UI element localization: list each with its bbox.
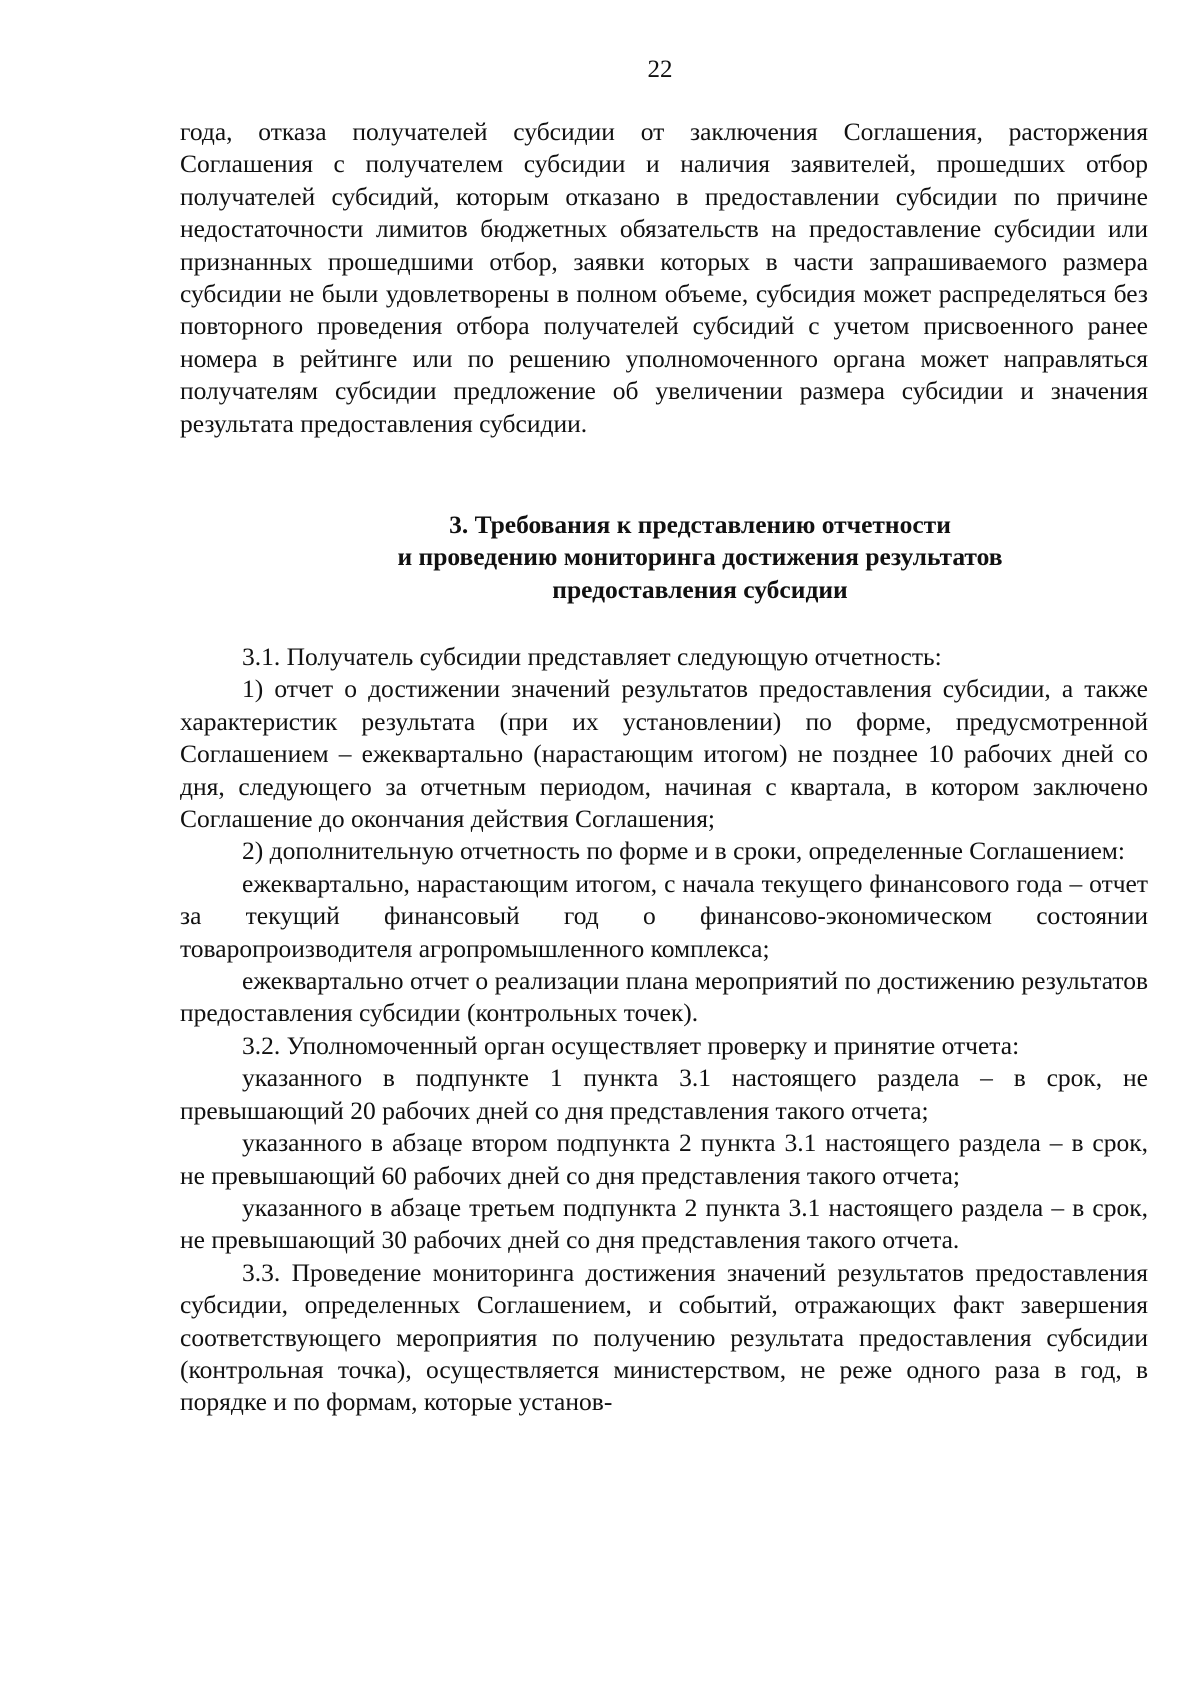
paragraph-3-2-c: указанного в абзаце третьем подпункта 2 пункта 3.1 настоящего раздела – в срок, не превышающий 30 рабочих дней со дня представления такого отчета. (180, 1192, 1148, 1255)
paragraph-3-1-item-2: 2) дополнительную отчетность по форме и в сроки, определенные Соглашением: (242, 836, 1126, 866)
section-heading (180, 509, 1200, 606)
paragraph-3-3: 3.3. Проведение мониторинга достижения значений результатов предоставления субсидии, определенных Соглашением, и событий, отражающих факт завершения соответствующего мероприятия по получению результата предоставления субсидии (контрольная точка), осуществляется министерством, не реже одного раза в год, в порядке и по формам, которые установ- (180, 1257, 1148, 1417)
page-number: 22 (647, 56, 673, 83)
paragraph-3-2-b: указанного в абзаце втором подпункта 2 пункта 3.1 настоящего раздела – в срок, не превышающий 60 рабочих дней со дня представления такого отчета; (180, 1128, 1148, 1190)
section-heading-line-3: предоставления субсидии (552, 574, 848, 604)
paragraph-3-2: 3.2. Уполномоченный орган осуществляет проверку и принятие отчета: (242, 1030, 1020, 1060)
paragraph-3-1-item-1: 1) отчет о достижении значений результатов предоставления субсидии, а также характеристик результата (при их установлении) по форме, предусмотренной Соглашением – ежеквартально (нарастающим итогом) не позднее 10 рабочих дней со дня, следующего за отчетным периодом, начиная с квартала, в котором заключено Соглашение до окончания действия Соглашения; (180, 674, 1148, 834)
intro-paragraph: года, отказа получателей субсидии от заключения Соглашения, расторжения Соглашения с получателем субсидии и наличия заявителей, прошедших отбор получателей субсидий, которым отказано в предоставлении субсидии по причине недостаточности лимитов бюджетных обязательств на предоставление субсидии или признанных прошедшими отбор, заявки которых в части запрашиваемого размера субсидии не были удовлетворены в полном объеме, субсидия может распределяться без повторного проведения отбора получателей субсидий с учетом присвоенного ранее номера в рейтинге или по решению уполномоченного органа может направляться получателям субсидии предложение об увеличении размера субсидии и значения результата предоставления субсидии. (180, 117, 1148, 438)
section-heading-line-1: 3. Требования к представлению отчетности (449, 510, 951, 539)
section-body (180, 641, 1148, 1419)
paragraph-3-2-a: указанного в подпункте 1 пункта 3.1 настоящего раздела – в срок, не превышающий 20 рабочих дней со дня представления такого отчета; (180, 1063, 1148, 1125)
paragraph-3-1-item-2-b: ежеквартально отчет о реализации плана мероприятий по достижению результатов предоставления субсидии (контрольных точек). (180, 966, 1148, 1028)
paragraph-3-1: 3.1. Получатель субсидии представляет следующую отчетность: (242, 642, 942, 671)
paragraph-3-1-item-2-a: ежеквартально, нарастающим итогом, с начала текущего финансового года – отчет за текущий финансовый год о финансово-экономическом состоянии товаропроизводителя агропромышленного комплекса; (180, 868, 1148, 963)
section-heading-line-2: и проведению мониторинга достижения результатов (397, 542, 1003, 572)
intro-block (180, 116, 1148, 440)
